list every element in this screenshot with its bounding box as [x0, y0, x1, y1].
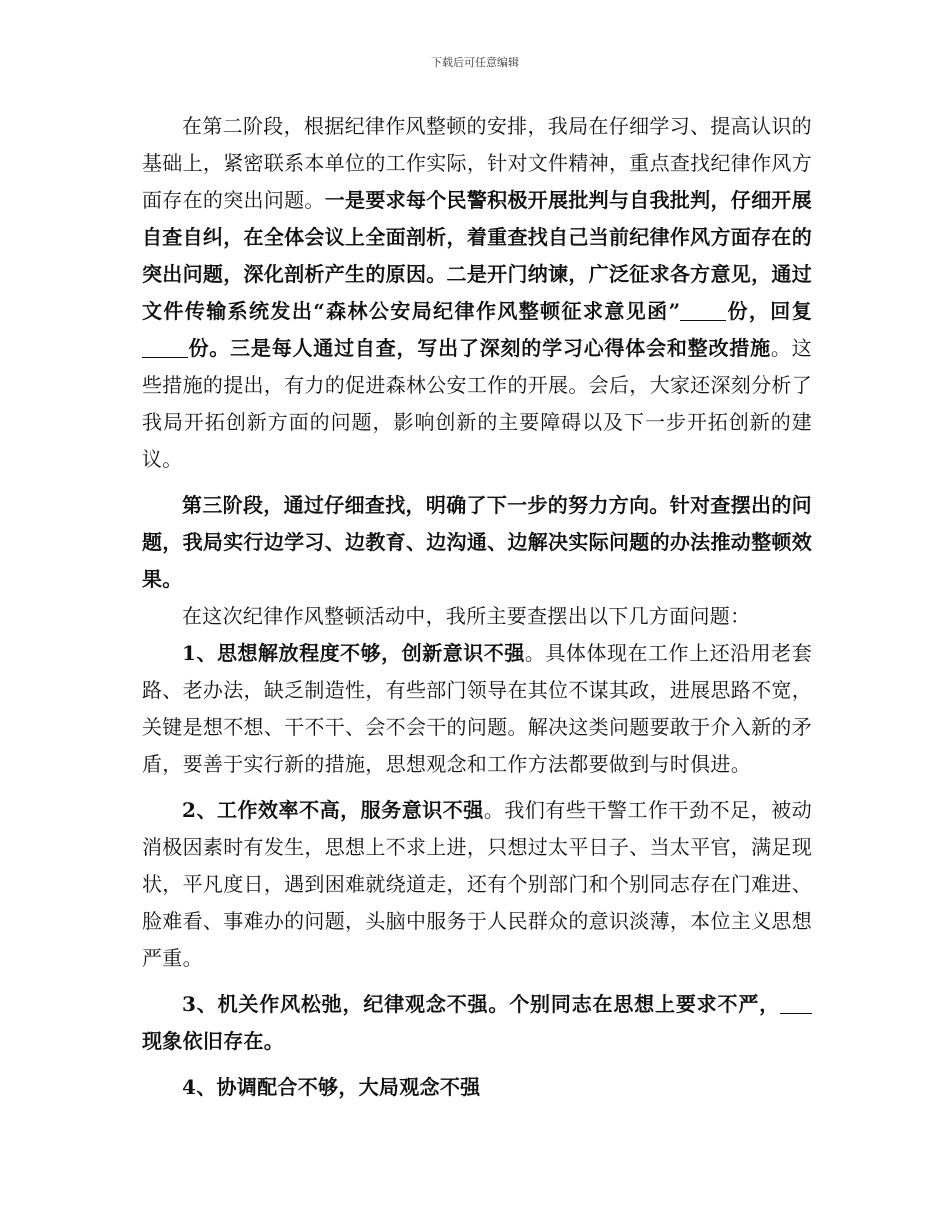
stage-two-reply-label: 份，回复	[726, 299, 813, 323]
blank-reply-count	[142, 337, 188, 358]
stage-two-intro: 在第二阶段，根据纪律作风整顿的安排，我局在仔细学习、提高认识的基础上，紧密联系本单位的工作实际，针对文件精神，重点查找纪律作风方面存在的突出问题。	[142, 114, 812, 212]
paragraph-stage-three	[142, 487, 812, 598]
problem-3-tail: 现象依旧存在。	[142, 1029, 285, 1053]
stage-three-text: 第三阶段，通过仔细查找，明确了下一步的努力方向。针对查摆出的问题，我局实行边学习、边教育、边沟通、边解决实际问题的办法推动整顿效果。	[142, 493, 812, 591]
problem-4-heading: 4、协调配合不够，大局观念不强	[182, 1075, 481, 1099]
blank-sent-count	[680, 300, 726, 321]
problem-2-heading: 2、工作效率不高，服务意识不强	[182, 798, 484, 822]
problem-1-heading: 1、思想解放程度不够，创新意识不强	[182, 641, 525, 665]
problems-intro-text: 在这次纪律作风整顿活动中，我所主要查摆出以下几方面问题：	[182, 604, 751, 628]
paragraph-stage-two	[142, 108, 812, 478]
stage-two-measures-bold	[142, 188, 812, 360]
stage-two-conclusion: 。这些措施的提出，有力的促进森林公安工作的开展。会后，大家还深刻分析了我局开拓创新方面的问题，影响创新的主要障碍以及下一步开拓创新的建议。	[142, 336, 812, 471]
paragraph-problems-intro	[142, 598, 812, 635]
problem-1-text: 。具体体现在工作上还沿用老套路、老办法，缺乏制造性，有些部门领导在其位不谋其政，进展思路不宽，关键是想不想、干不干、会不会干的问题。解决这类问题要敢于介入新的矛盾，要善于实行新的措施，思想观念和工作方法都要做到与时俱进。	[142, 641, 812, 776]
problem-2-text: 。我们有些干警工作干劲不足，被动消极因素时有发生，思想上不求上进，只想过太平日子、当太平官，满足现状，平凡度日，遇到困难就绕道走，还有个别部门和个别同志存在门难进、脸难看、事难办的问题，头脑中服务于人民群众的意识淡薄，本位主义思想严重。	[142, 798, 812, 970]
paragraph-problem-2	[142, 792, 812, 977]
problem-3-bold	[142, 992, 812, 1053]
paragraph-problem-3	[142, 986, 812, 1060]
stage-two-measures-text: 一是要求每个民警积极开展批判与自我批判，仔细开展自查自纠，在全体会议上全面剖析，着重查找自己当前纪律作风方面存在的突出问题，深化剖析产生的原因。二是开门纳谏，广泛征求各方意见，通过文件传输系统发出“森林公安局纪律作风整顿征求意见函”	[142, 188, 813, 323]
page-header-note: 下载后可任意编辑	[431, 56, 519, 69]
problem-3-text: 3、机关作风松弛，纪律观念不强。个别同志在思想上要求不严，	[182, 992, 780, 1016]
paragraph-problem-4	[142, 1069, 812, 1106]
paragraph-problem-1	[142, 635, 812, 783]
blank-problem-3	[780, 993, 812, 1014]
document-body	[142, 108, 812, 1115]
stage-two-self-check: 份。三是每人通过自查，写出了深刻的学习心得体会和整改措施	[188, 336, 771, 360]
